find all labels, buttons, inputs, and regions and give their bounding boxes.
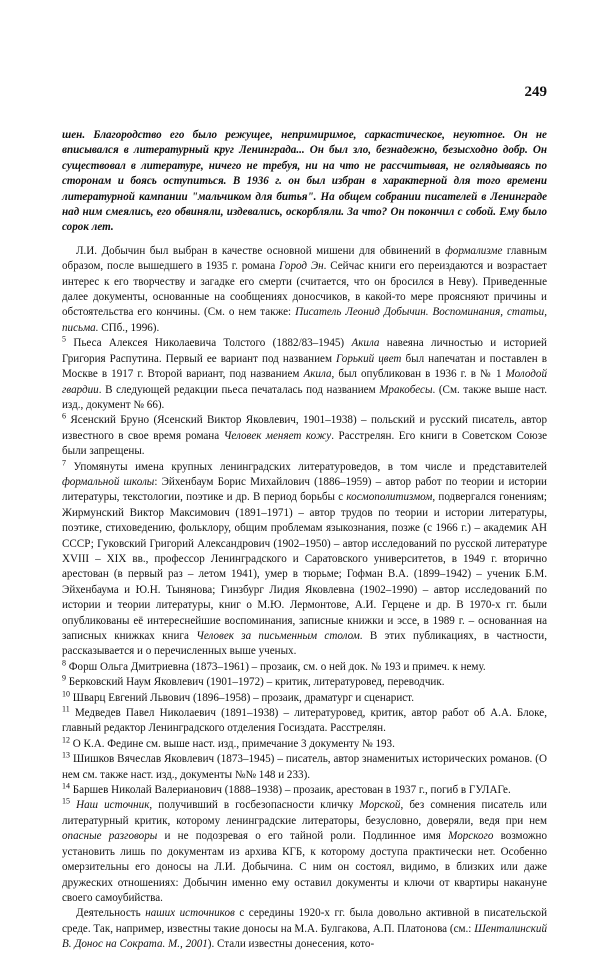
paragraph-dobychin: Л.И. Добычин был выбран в качестве основной мишени для обвинений в формализме главным образом, после вышедшего в 1935 г. романа Город Эн. Сейчас книги его переиздаются и возрастает интерес к его творчеству и загадке его смерти (считается, что он бросился в Неву). Приведенные далее документы, основанные на сообщениях доносчиков, в какой-то мере проясняют причины и обстоятельства его кончины. (См. о нем также: Писатель Леонид Добычин. Воспоминания, статьи, письма. СПб., 1996).	[62, 244, 548, 334]
footnote-9: $^9$ Берковский Наум Яковлевич (1901–1972) – критик, литературовед, переводчик.	[62, 673, 445, 689]
footnote-7: $^7$ Упомянуты имена крупных ленинградских литературоведов, в том числе и представителей формальной школы: Эйхенбаум Борис Михайлович (1886–1959) – автор работ по теории и истории литературы, текстологии, поэтике и др. В период борьбы с космополитизмом, подвергался гонениям; Жирмунский Виктор Максимович (1891–1971) – автор трудов по теории и истории литературы, поэтике, стиховедению, фольклору, общим проблемам языкознания, позже (с 1966 г.) – академик АН СССР; Гуковский Григорий Александрович (1902–1950) – автор исследований по русской литературе XVIII – XIX вв., профессор Ленинградского и Саратовского университетов, в 1949 г. вторично арестован (в первый раз – летом 1941), умер в тюрьме; Гофман В.А. (1899–1942) – ученик Б.М. Эйхенбаума и Ю.Н. Тынянова; Гинзбург Лидия Яковлевна (1902–1990) – автор исследований по истории и теории литературы, книг о М.Ю. Лермонтове, А.И. Герцене и др. В 1970-х гг. были опубликованы её интереснейшие воспоминания, записные книжки и эссе, в 1989 г. – основанная на записных книжках книга Человек за письменным столом. В этих публикациях, в частности, рассказывается и о перечисленных выше ученых.	[62, 457, 547, 658]
footnote-13: $^{13}$ Шишков Вячеслав Яковлевич (1873–1945) – писатель, автор знаменитых исторических романов. (О нем см. также наст. изд., документы №№ 148 и 233).	[62, 750, 547, 781]
footnote-10: $^{10}$ Шварц Евгений Львович (1896–1958) – прозаик, драматург и сценарист.	[62, 688, 414, 704]
footnote-number: 8	[62, 658, 66, 668]
page-number: 249	[524, 84, 547, 100]
footnote-number: 15	[62, 796, 70, 806]
intro-quote: шен. Благородство его было режущее, непримиримое, саркастическое, неуютное. Он не вписывался в литературный круг Ленинграда... Он был зло, безнадежно, безысходно добр. Он существовал в литературе, ничего не требуя, ни на что не рассчитывая, не оглядываясь по сторонам и боясь оступиться. В 1936 г. он был избран в характерной для того времени литературной кампании "мальчиком для битья". На общем собрании писателей в Ленинграде над ним смеялись, его обвиняли, издевались, оскорбляли. За что? Он покончил с собой. Ему было сорок лет.	[62, 129, 547, 234]
footnote-8: $^8$ Форш Ольга Дмитриевна (1873–1961) – прозаик, см. о ней док. № 193 и примеч. к нему.	[62, 658, 486, 673]
footnote-14: $^{14}$ Баршев Николай Валерианович (1888–1938) – прозаик, арестован в 1937 г., погиб в ГУЛАГе.	[62, 781, 511, 797]
footnote-5: $^5$ Пьеса Алексея Николаевича Толстого (1882/83–1945) Акила навеяна личностью и историей Григория Распутина. Первый ее вариант под названием Горький цвет был напечатан и поставлен в Москве в 1917 г. Второй вариант, под названием Акила, был опубликован в 1936 г. в № 1 Молодой гвардии. В следующей редакции пьеса печаталась под названием Мракобесы. (См. также выше наст. изд., документ № 66).	[62, 334, 548, 411]
footnote-number: 14	[62, 781, 70, 791]
footnote-number: 7	[62, 457, 66, 467]
footnote-15: $^{15}$ Наш источник, получивший в госбезопасности кличку Морской, без сомнения писатель или литературный критик, которому ленинградские литераторы, безусловно, доверяли, ведя при нем опасные разговоры и не подозревая о его тайной роли. Подлинное имя Морского возможно установить лишь по документам из архива КГБ, к которому доступа практически нет. Особенно омерзительны его доносы на Л.И. Добычина. С ним он состоял, видимо, в близких или даже дружеских отношениях: Добычин именно ему оставил документы и ключи от квартиры накануне своего самоубийства.	[62, 796, 547, 904]
paragraph-informants: Деятельность наших источников с середины 1920-х гг. была довольно активной в писательской среде. Так, например, известны такие доносы на М.А. Булгакова, А.П. Платонова (см.: Шенталинский В. Донос на Сократа. М., 2001). Стали известны донесения, кото-	[62, 907, 548, 951]
footnote-number: 5	[62, 334, 66, 344]
footnote-number: 13	[62, 750, 70, 760]
footnote-number: 12	[62, 735, 70, 745]
footnote-6: $^6$ Ясенский Бруно (Ясенский Виктор Яковлевич, 1901–1938) – польский и русский писатель, автор известного в свое время романа Человек меняет кожу. Расстрелян. Его книги в Советском Союзе были запрещены.	[62, 411, 548, 458]
page-body	[62, 128, 547, 953]
footnote-12: $^{12}$ О К.А. Федине см. выше наст. изд., примечание 3 документу № 193.	[62, 735, 395, 750]
footnote-number: 10	[62, 688, 70, 698]
footnote-number: 6	[62, 411, 66, 421]
footnote-11: $^{11}$ Медведев Павел Николаевич (1891–1938) – литературовед, критик, автор работ об А.А. Блоке, главный редактор Ленинградского отделения Госиздата. Расстрелян.	[62, 704, 547, 735]
footnote-number: 11	[62, 704, 70, 714]
footnote-number: 9	[62, 673, 66, 683]
